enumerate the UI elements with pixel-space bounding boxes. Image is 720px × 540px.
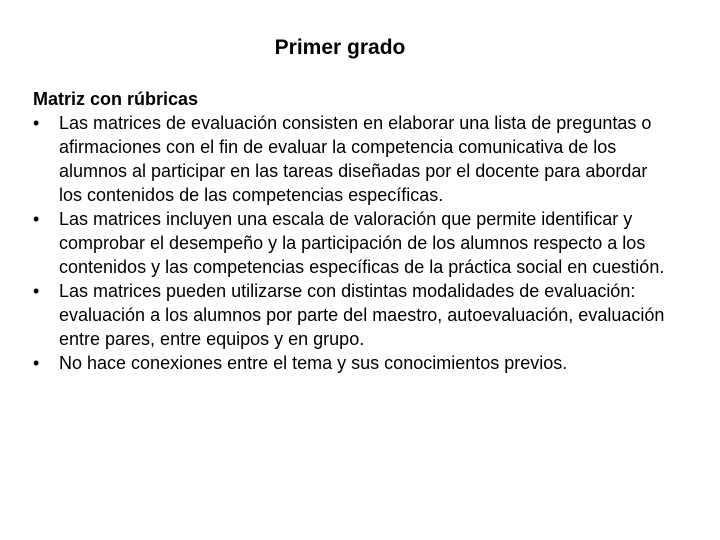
bullet-icon: • [33,281,40,301]
bullet-item [33,279,673,351]
bullet-list [33,111,673,375]
bullet-text: Las matrices incluyen una escala de valoración que permite identificar y comprobar el desempeño y la participación de los alumnos respecto a los contenidos y las competencias específicas de la práctica social en cuestión. [59,209,665,277]
bullet-text: Las matrices pueden utilizarse con distintas modalidades de evaluación: evaluación a los alumnos por parte del maestro, autoevaluación, evaluación entre pares, entre equipos y en grupo. [59,281,665,349]
bullet-text: Las matrices de evaluación consisten en elaborar una lista de preguntas o afirmaciones con el fin de evaluar la competencia comunicativa de los alumnos al participar en las tareas diseñadas por el docente para abordar los contenidos de las competencias específicas. [59,113,652,205]
slide-content [33,87,673,375]
bullet-text: No hace conexiones entre el tema y sus conocimientos previos. [59,353,568,373]
bullet-icon: • [33,209,40,229]
slide-title: Primer grado [274,36,406,59]
bullet-item [33,207,673,279]
bullet-item [33,111,673,207]
bullet-icon: • [33,353,40,373]
bullet-item [33,351,673,375]
section-heading: Matriz con rúbricas [33,89,199,109]
bullet-icon: • [33,113,40,133]
